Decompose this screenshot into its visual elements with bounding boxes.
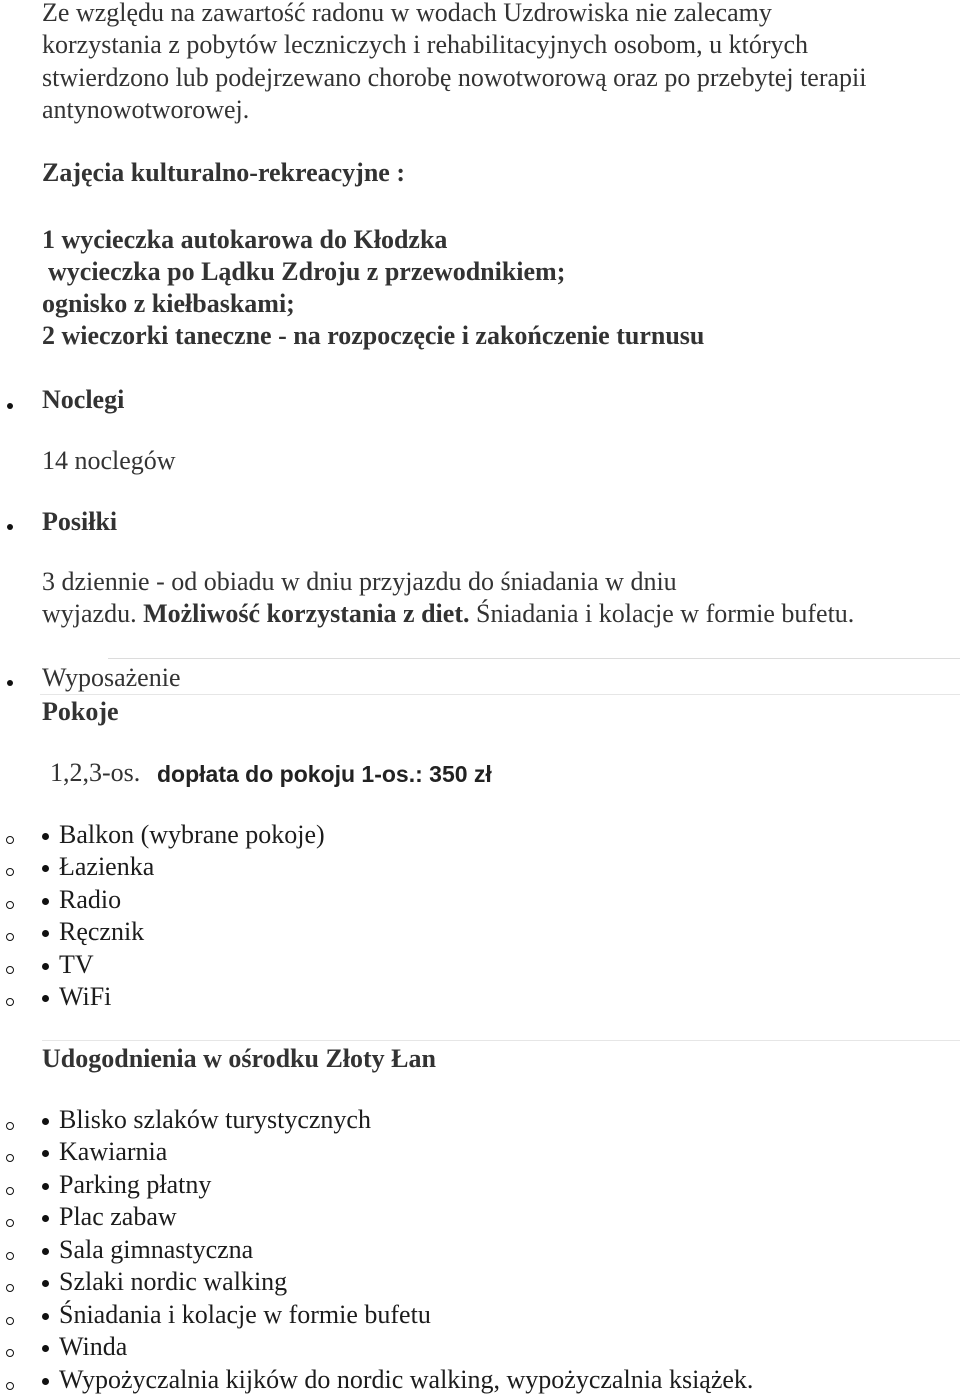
list-item: Ręcznik bbox=[59, 917, 145, 946]
wyposazenie-heading: Wyposażenie bbox=[42, 663, 181, 692]
udogodnienia-heading: Udogodnienia w ośrodku Złoty Łan bbox=[42, 1044, 436, 1073]
culture-heading: Zajęcia kulturalno-rekreacyjne : bbox=[42, 158, 405, 187]
list-item: Sala gimnastyczna bbox=[59, 1235, 254, 1264]
circle-bullet-icon bbox=[6, 1187, 14, 1195]
circle-bullet-icon bbox=[6, 901, 14, 909]
list-item: Śniadania i kolacje w formie bufetu bbox=[59, 1300, 431, 1329]
list-item: Blisko szlaków turystycznych bbox=[59, 1105, 371, 1134]
buffet-note: Śniadania i kolacje w formie bufetu. bbox=[475, 599, 855, 628]
bullet-icon bbox=[42, 1378, 49, 1385]
noclegi-heading: Noclegi bbox=[42, 385, 125, 414]
intro-line: antynowotworowej. bbox=[42, 95, 250, 124]
bullet-icon bbox=[42, 930, 49, 937]
bullet-icon bbox=[7, 680, 13, 686]
list-item: Winda bbox=[59, 1332, 128, 1361]
bullet-icon bbox=[42, 1280, 49, 1287]
list-item: Szlaki nordic walking bbox=[59, 1267, 288, 1296]
divider bbox=[40, 694, 960, 695]
list-item: Radio bbox=[59, 885, 122, 914]
circle-bullet-icon bbox=[6, 836, 14, 844]
bullet-icon bbox=[42, 1118, 49, 1125]
divider bbox=[42, 1040, 960, 1041]
circle-bullet-icon bbox=[6, 1219, 14, 1227]
circle-bullet-icon bbox=[6, 1382, 14, 1390]
rooms-text: 1,2,3-os. bbox=[50, 758, 141, 787]
circle-bullet-icon bbox=[6, 1284, 14, 1292]
list-item: Wypożyczalnia kijków do nordic walking, wypożyczalnia książek. bbox=[59, 1365, 754, 1394]
pokoje-heading: Pokoje bbox=[42, 697, 119, 726]
culture-item: wycieczka po Lądku Zdroju z przewodnikiem; bbox=[48, 257, 566, 286]
list-item: Łazienka bbox=[59, 852, 155, 881]
intro-line: Ze względu na zawartość radonu w wodach Uzdrowiska nie zalecamy bbox=[42, 0, 772, 27]
list-item: Balkon (wybrane pokoje) bbox=[59, 820, 325, 849]
bullet-icon bbox=[42, 898, 49, 905]
circle-bullet-icon bbox=[6, 1317, 14, 1325]
circle-bullet-icon bbox=[6, 1349, 14, 1357]
bullet-icon bbox=[42, 1215, 49, 1222]
bullet-icon bbox=[42, 1183, 49, 1190]
culture-item: 2 wieczorki taneczne - na rozpoczęcie i zakończenie turnusu bbox=[42, 321, 705, 350]
circle-bullet-icon bbox=[6, 933, 14, 941]
circle-bullet-icon bbox=[6, 998, 14, 1006]
intro-line: korzystania z pobytów leczniczych i rehabilitacyjnych osobom, u których bbox=[42, 30, 809, 59]
bullet-icon bbox=[42, 1313, 49, 1320]
circle-bullet-icon bbox=[6, 966, 14, 974]
bullet-icon bbox=[42, 1345, 49, 1352]
bullet-icon bbox=[7, 524, 13, 530]
list-item: Plac zabaw bbox=[59, 1202, 177, 1231]
circle-bullet-icon bbox=[6, 868, 14, 876]
bullet-icon bbox=[42, 995, 49, 1002]
intro-line: stwierdzono lub podejrzewano chorobę nowotworową oraz po przebytej terapii bbox=[42, 63, 867, 92]
circle-bullet-icon bbox=[6, 1122, 14, 1130]
surcharge-text: dopłata do pokoju 1-os.: 350 zł bbox=[157, 761, 492, 787]
posilki-line: 3 dziennie - od obiadu w dniu przyjazdu do śniadania w dniu bbox=[42, 567, 677, 596]
bullet-icon bbox=[42, 865, 49, 872]
divider bbox=[108, 658, 960, 659]
diet-note: Możliwość korzystania z diet. bbox=[143, 599, 470, 628]
list-item: TV bbox=[59, 950, 94, 979]
bullet-icon bbox=[7, 403, 13, 409]
culture-item: 1 wycieczka autokarowa do Kłodzka bbox=[42, 225, 448, 254]
circle-bullet-icon bbox=[6, 1252, 14, 1260]
bullet-icon bbox=[42, 1248, 49, 1255]
list-item: WiFi bbox=[59, 982, 112, 1011]
list-item: Kawiarnia bbox=[59, 1137, 168, 1166]
bullet-icon bbox=[42, 833, 49, 840]
posilki-heading: Posiłki bbox=[42, 507, 118, 536]
posilki-line-start: wyjazdu. bbox=[42, 599, 137, 628]
posilki-line bbox=[42, 598, 854, 630]
circle-bullet-icon bbox=[6, 1154, 14, 1162]
bullet-icon bbox=[42, 1150, 49, 1157]
bullet-icon bbox=[42, 963, 49, 970]
culture-item: ognisko z kiełbaskami; bbox=[42, 289, 295, 318]
list-item: Parking płatny bbox=[59, 1170, 212, 1199]
noclegi-text: 14 noclegów bbox=[42, 446, 176, 475]
